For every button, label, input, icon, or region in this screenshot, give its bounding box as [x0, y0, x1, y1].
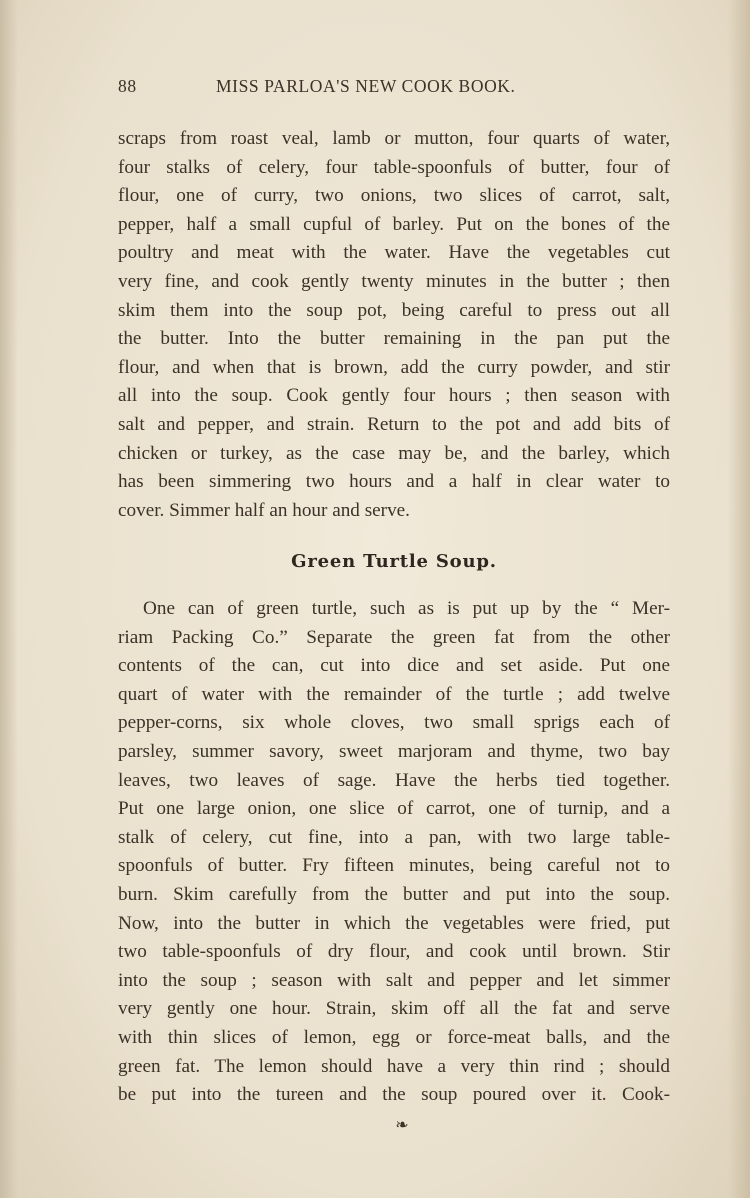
- text-line: cover. Simmer half an hour and serve.: [118, 499, 410, 521]
- text-line: all into the soup. Cook gently four hours ; then season with: [118, 385, 670, 407]
- text-line: pepper, half a small cupful of barley. Put on the bones of the: [118, 213, 670, 235]
- text-line: very fine, and cook gently twenty minutes in the butter ; then: [118, 270, 670, 292]
- text-line: flour, and when that is brown, add the curry powder, and stir: [118, 356, 670, 378]
- recipe-paragraph: [118, 595, 670, 1110]
- text-line: riam Packing Co.” Separate the green fat from the other: [118, 626, 670, 648]
- text-line: very gently one hour. Strain, skim off all the fat and serve: [118, 998, 670, 1020]
- page-edge-shadow-left: [0, 0, 18, 1198]
- text-line: flour, one of curry, two onions, two slices of carrot, salt,: [118, 185, 670, 207]
- text-line: be put into the tureen and the soup poured over it. Cook-: [118, 1084, 670, 1106]
- text-line: skim them into the soup pot, being careful to press out all: [118, 299, 670, 321]
- text-line: parsley, summer savory, sweet marjoram and thyme, two bay: [118, 740, 670, 762]
- text-line: stalk of celery, cut fine, into a pan, with two large table-: [118, 826, 670, 848]
- printer-ornament-icon: ❧: [395, 1117, 409, 1134]
- text-line: poultry and meat with the water. Have the vegetables cut: [118, 242, 670, 264]
- text-line: Now, into the butter in which the vegetables were fried, put: [118, 912, 670, 934]
- text-line: with thin slices of lemon, egg or force-meat balls, and the: [118, 1026, 670, 1048]
- text-line: leaves, two leaves of sage. Have the herbs tied together.: [118, 769, 670, 791]
- text-line: scraps from roast veal, lamb or mutton, four quarts of water,: [118, 128, 670, 149]
- page-number: 88: [118, 76, 137, 96]
- section-heading: Green Turtle Soup.: [291, 551, 497, 572]
- text-line: spoonfuls of butter. Fry fifteen minutes, being careful not to: [118, 855, 670, 877]
- text-line: quart of water with the remainder of the turtle ; add twelve: [118, 683, 670, 705]
- page-edge-shadow-right: [728, 0, 750, 1198]
- text-line: green fat. The lemon should have a very thin rind ; should: [118, 1055, 670, 1077]
- text-line: burn. Skim carefully from the butter and put into the soup.: [118, 883, 670, 905]
- text-line: into the soup ; season with salt and pepper and let simmer: [118, 969, 670, 991]
- text-line: two table-spoonfuls of dry flour, and cook until brown. Stir: [118, 941, 670, 963]
- page-header: [118, 76, 670, 100]
- text-line: chicken or turkey, as the case may be, and the barley, which: [118, 442, 670, 464]
- text-line: salt and pepper, and strain. Return to the pot and add bits of: [118, 413, 670, 435]
- running-title: MISS PARLOA'S NEW COOK BOOK.: [216, 76, 516, 96]
- text-line: four stalks of celery, four table-spoonfuls of butter, four of: [118, 156, 670, 178]
- text-line: Put one large onion, one slice of carrot, one of turnip, and a: [118, 798, 670, 820]
- text-line: the butter. Into the butter remaining in the pan put the: [118, 328, 670, 350]
- text-line: contents of the can, cut into dice and set aside. Put one: [118, 655, 670, 677]
- text-line: has been simmering two hours and a half in clear water to: [118, 471, 670, 493]
- text-line: pepper-corns, six whole cloves, two small sprigs each of: [118, 712, 670, 734]
- paragraph-continued: [118, 125, 670, 525]
- text-line: One can of green turtle, such as is put up by the “ Mer-: [143, 598, 670, 619]
